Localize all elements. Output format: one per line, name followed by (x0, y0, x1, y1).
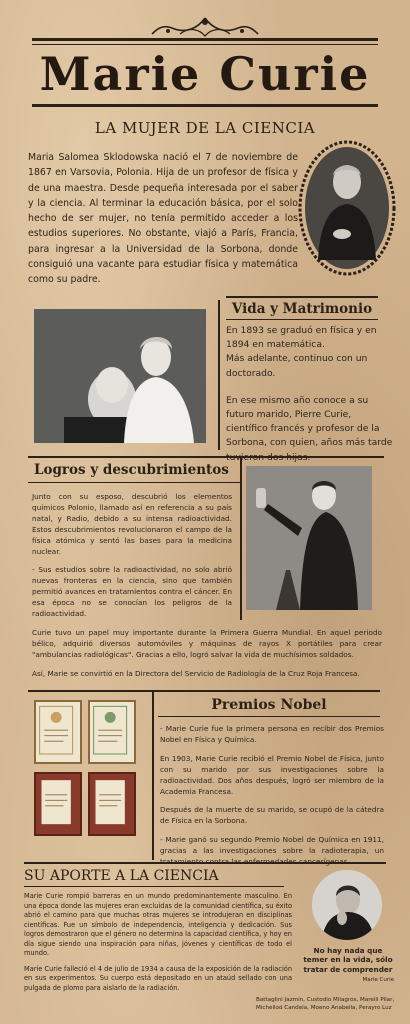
portrait-oval-frame (298, 140, 396, 276)
portrait-circle (312, 870, 382, 940)
logros-war-text (32, 628, 382, 680)
credits: Battaglini Jazmín, Custodio Milagros, Mareili Pilar, Michellod Candela, Moeno Anabella, Perayro Luz (256, 997, 395, 1011)
intro-paragraph: Maria Salomea Sklodowska nació el 7 de noviembre de 1867 en Varsovia, Polonia. Hija de un profesor de física y de una maestra. Desde pequeña interesada por el saber y la ciencia. Al terminar la educación básica, por el solo hecho de ser mujer, no tenía permitido acceder a los estudios superiores. No obstante, viajó a París, Francia, para ingresar a la Universidad de la Sorbona, donde consiguió una vacante para estudiar física y matemática como su padre. (28, 152, 298, 286)
vida-paragraph-2: Más adelante, continuo con un doctorado. (226, 353, 368, 379)
aporte-rule-bottom (24, 886, 284, 887)
quote (302, 946, 394, 983)
aporte-title: SU APORTE A LA CIENCIA (24, 868, 219, 884)
page-title: Marie Curie (39, 47, 371, 101)
quote-author: Marie Curie (362, 976, 394, 983)
vida-rule-bottom (226, 319, 378, 320)
nobel-text (160, 724, 384, 868)
aporte-paragraph-1: Marie Curie rompió barreras en un mundo predominantemente masculino. En una época donde las mujeres eran excluidas de la comunidad científica, su éxito abrió el camino para que muchas otras mujeres se introdujeran en disciplinas científicas. Fue un símbolo de independencia, inteligencia y dedicación. Sus logros demostraron que el género no determina la capacidad científica, y hoy en día sigue siendo una inspiración para niñas, jóvenes y científicas de todo el mundo. (24, 892, 292, 957)
vida-text (226, 324, 394, 465)
nobel-paragraph-2: En 1903, Marie Curie recibió el Premio Nobel de Física, junto con su marido por sus investigaciones sobre la radioactividad. Dos años después, logró ser miembro de la Academia Francesa. (160, 753, 384, 796)
vida-title: Vida y Matrimonio (231, 301, 373, 317)
nobel-paragraph-4: - Marie ganó su segundo Premio Nobel de Química en 1911, gracias a las investigaciones sobre la radioterapia, un (160, 835, 384, 856)
logros-paragraph-3: Curie tuvo un papel muy importante durante la Primera Guerra Mundial. En aquel periodo bélico, adquirió diversos automóviles y máquinas de rayos X portátiles para crear "ambulancias radiológicas". Gracias a ello, logró salvar la vida de muchísimos soldados. (32, 628, 382, 659)
logros-title: Logros y descubrimientos (34, 462, 229, 478)
nobel-rule-vertical (152, 692, 154, 860)
logros-paragraph-2: - Sus estudios sobre la radioactividad, no solo abrió nuevas fronteras en la ciencia, sino que también permitió avances en tratamientos contra el cáncer. En esa época no se conocían los peligros de la radioactividad. (32, 565, 232, 619)
logros-rule-vertical (240, 458, 242, 620)
logros-rule-top (28, 456, 384, 458)
header-ornament (150, 14, 260, 38)
nobel-diploma-1 (34, 700, 82, 764)
aporte-rule-top (24, 862, 386, 864)
aporte-text (24, 892, 292, 993)
logros-paragraph-1: Junto con su esposo, descubrió los elementos químicos Polonio, llamado así en referencia a su país natal, y Radio, debido a su intensa radioactividad. Estos descubrimientos revolucionaron el campo de la física atómica y sentó las bases para la medicina nuclear. (32, 492, 232, 556)
header-rule-bottom (32, 104, 378, 107)
curie-couple-photo (34, 309, 206, 443)
nobel-rule-bottom (158, 716, 380, 717)
logros-text (32, 492, 232, 620)
page-subtitle: LA MUJER DE LA CIENCIA (94, 119, 316, 137)
nobel-diploma-2 (88, 700, 136, 764)
quote-text: No hay nada que temer en la vida, sólo tratar de comprender (303, 946, 393, 974)
nobel-title: Premios Nobel (211, 697, 327, 713)
nobel-rule-top (28, 690, 380, 692)
nobel-diploma-4 (88, 772, 136, 836)
curie-laboratory-photo (246, 466, 372, 610)
nobel-paragraph-1: - Marie Curie fue la primera persona en recibir dos Premios Nobel en Física y Química. (160, 724, 384, 744)
logros-paragraph-4: Así, Marie se convirtió en la Directora del Servicio de Radiología de la Cruz Roja Francesa. (32, 668, 360, 678)
vida-paragraph-3: En ese mismo año conoce a su futuro marido, Pierre Curie, científico francés y profesor de la Sorbona, con quien, años más tarde (226, 394, 393, 449)
aporte-paragraph-2: Marie Curie falleció el 4 de julio de 1934 a causa de la exposición de la radiación en sus experimentos. Su cuerpo está depositado en un ataúd sellado con una pulgada de plomo para aislarlo de la radiación. (24, 964, 292, 992)
nobel-diploma-3 (34, 772, 82, 836)
nobel-paragraph-3: Después de la muerte de su marido, se ocupó de la cátedra de Física en la Sorbona. (160, 805, 384, 826)
header-rule-top (32, 38, 378, 41)
logros-rule-bottom (28, 482, 242, 483)
vida-paragraph-1: En 1893 se graduó en física y en 1894 en matemática. (226, 325, 377, 351)
vida-rule-top (226, 296, 378, 298)
vida-rule-vertical (218, 300, 220, 450)
